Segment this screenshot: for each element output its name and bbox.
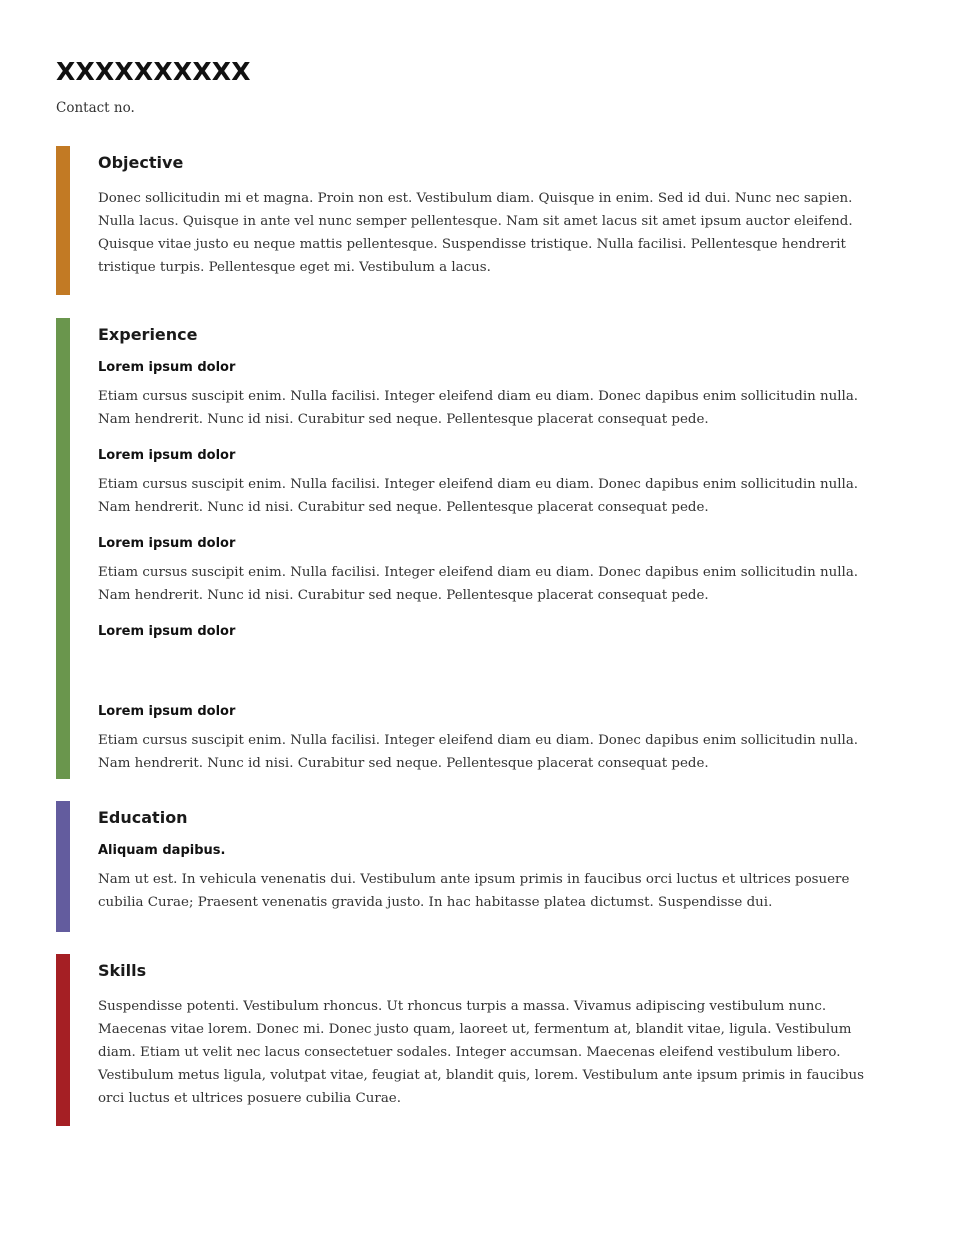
experience-entry-text: Etiam cursus suscipit enim. Nulla facilisi. Integer eleifend diam eu diam. Donec dapibus enim sollicitudin nulla. Nam hendrerit. Nunc id nisi. Curabitur sed neque. Pellentesque placerat consequat pede. <box>98 565 859 603</box>
contact-number: Contact no. <box>56 100 135 116</box>
skills-heading: Skills <box>98 961 147 980</box>
education-text: Nam ut est. In vehicula venenatis dui. Vestibulum ante ipsum primis in faucibus orci luctus et ultrices posuere cubilia Curae; Praesent venenatis gravida justo. In hac habitasse platea dictumst. Suspendisse dui. <box>98 872 850 910</box>
experience-entry <box>98 623 893 687</box>
skills-accent-bar <box>56 954 70 1126</box>
experience-entry-title: Lorem ipsum dolor <box>98 624 236 639</box>
experience-entry-text: Etiam cursus suscipit enim. Nulla facilisi. Integer eleifend diam eu diam. Donec dapibus enim sollicitudin nulla. Nam hendrerit. Nunc id nisi. Curabitur sed neque. Pellentesque placerat consequat pede. <box>98 477 859 515</box>
objective-section <box>56 146 896 295</box>
experience-section <box>56 318 896 779</box>
experience-entry-title: Lorem ipsum dolor <box>98 448 236 463</box>
objective-text: Donec sollicitudin mi et magna. Proin non est. Vestibulum diam. Quisque in enim. Sed id dui. Nunc nec sapien. Nulla lacus. Quisque in ante vel nunc semper pellentesque. Nam sit amet lacus sit amet ipsum auctor eleifend. Quisque vitae justo eu neque mattis pellentesque. Suspendisse tristique. Nulla facilisi. Pellentesque hendrerit tristique turpis. Pellentesque eget mi. Vestibulum a lacus. <box>98 191 853 275</box>
experience-accent-bar <box>56 318 70 779</box>
education-heading: Education <box>98 808 188 827</box>
applicant-name: XXXXXXXXXX <box>56 57 251 86</box>
experience-entry-title: Lorem ipsum dolor <box>98 704 236 719</box>
experience-entry <box>98 703 893 775</box>
experience-entry <box>98 359 893 431</box>
experience-entry-title: Lorem ipsum dolor <box>98 360 236 375</box>
objective-accent-bar <box>56 146 70 295</box>
skills-text: Suspendisse potenti. Vestibulum rhoncus. Ut rhoncus turpis a massa. Vivamus adipiscing vestibulum nunc. Maecenas vitae lorem. Donec mi. Donec justo quam, laoreet ut, fermentum at, blandit vitae, ligula. Vestibulum diam. Etiam ut velit nec lacus consectetuer sodales. Integer accumsan. Maecenas eleifend vestibulum libero. Vestibulum metus ligula, volutpat vitae, feugiat at, blandit quis, lorem. Vestibulum ante ipsum primis in faucibus orci luctus et ultrices posuere cubilia Curae. <box>98 999 864 1106</box>
education-entry-title: Aliquam dapibus. <box>98 843 226 858</box>
education-section <box>56 801 896 932</box>
experience-entry-text: Etiam cursus suscipit enim. Nulla facilisi. Integer eleifend diam eu diam. Donec dapibus enim sollicitudin nulla. Nam hendrerit. Nunc id nisi. Curabitur sed neque. Pellentesque placerat consequat pede. <box>98 389 859 427</box>
experience-heading: Experience <box>98 325 198 344</box>
experience-entry-text: Etiam cursus suscipit enim. Nulla facilisi. Integer eleifend diam eu diam. Donec dapibus enim sollicitudin nulla. Nam hendrerit. Nunc id nisi. Curabitur sed neque. Pellentesque placerat consequat pede. <box>98 733 859 771</box>
education-accent-bar <box>56 801 70 932</box>
objective-heading: Objective <box>98 153 184 172</box>
experience-entry-title: Lorem ipsum dolor <box>98 536 236 551</box>
skills-section <box>56 954 896 1126</box>
experience-entry <box>98 535 893 607</box>
experience-entry <box>98 447 893 519</box>
